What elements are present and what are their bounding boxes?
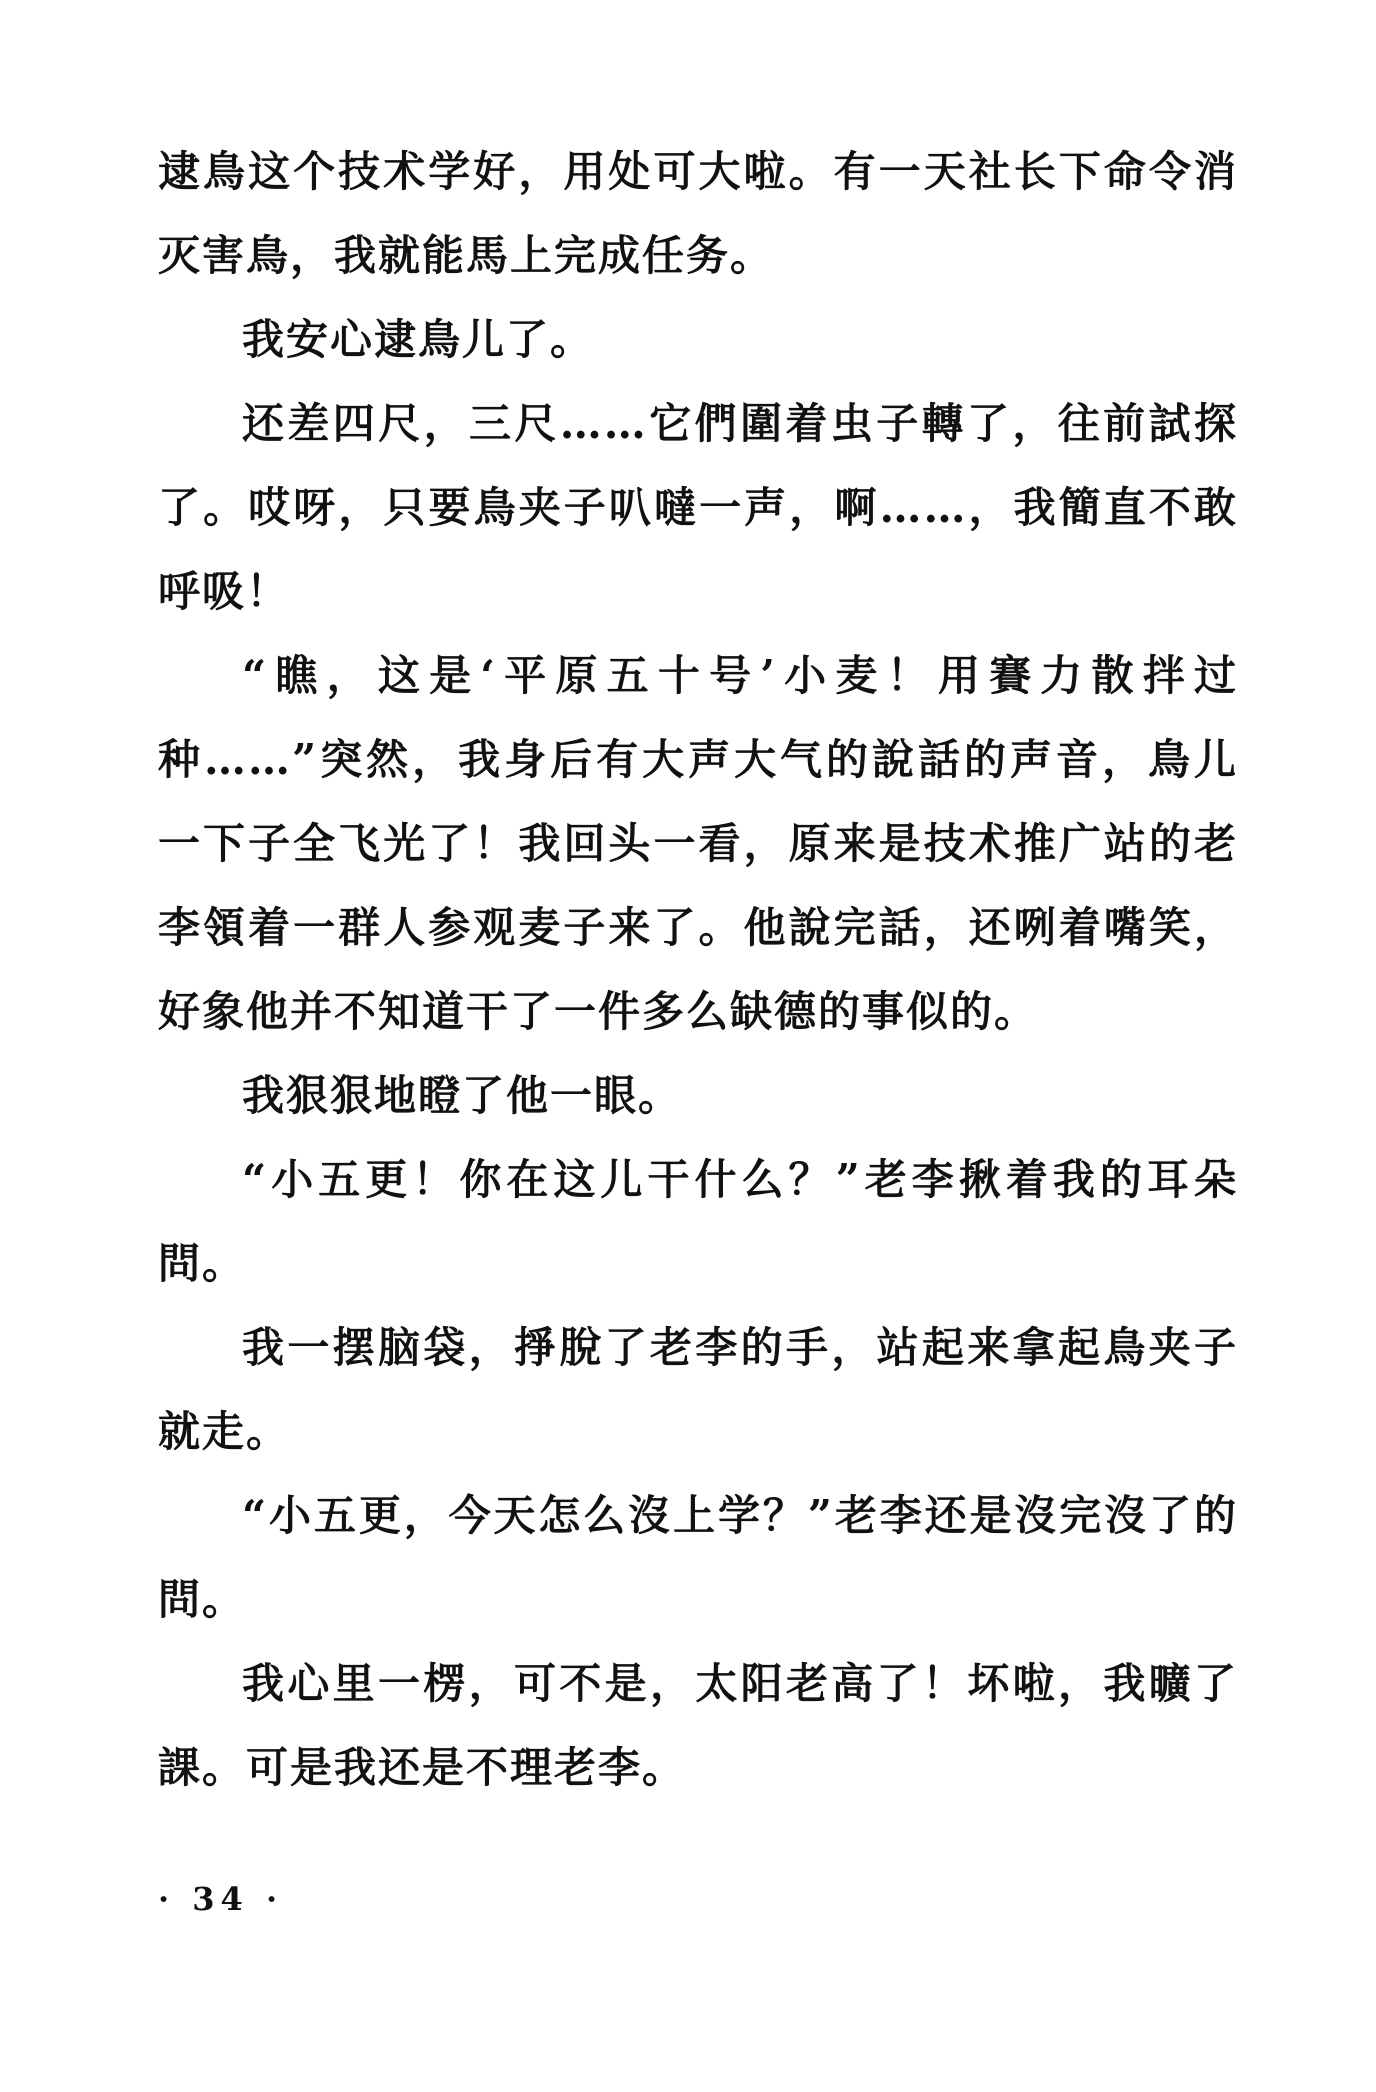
- paragraph: 我狠狠地瞪了他一眼。: [242, 1071, 683, 1120]
- paragraph: “小五更！你在这儿干什么？”老李揪着我的耳朵問。: [158, 1155, 1238, 1288]
- paragraph: 我心里一楞，可不是，太阳老高了！坏啦，我曠了課。可是我还是不理老李。: [158, 1659, 1238, 1792]
- page-number: · 34 ·: [158, 1880, 284, 1918]
- paragraph: “小五更，今天怎么沒上学？”老李还是沒完沒了的問。: [158, 1491, 1238, 1624]
- body-text: [158, 130, 1238, 1810]
- paragraph: 我安心逮鳥儿了。: [242, 315, 595, 364]
- paragraph: 逮鳥这个技术学好，用处可大啦。有一天社长下命令消灭害鳥，我就能馬上完成任务。: [158, 147, 1238, 280]
- paragraph: “瞧，这是‘平原五十号’小麦！用賽力散拌过种……”突然，我身后有大声大气的說話的声音，鳥儿一下子全飞光了！我回头一看，原来是技术推广站的老李領着一群人参观麦子来了。他說完話，还咧着嘴笑，好象他并不知道干了一件多么缺德的事似的。: [158, 651, 1238, 1036]
- paragraph: 还差四尺，三尺……它們圍着虫子轉了，往前試探了。哎呀，只要鳥夹子叭噠一声，啊……，我簡直不敢呼吸！: [158, 399, 1238, 616]
- paragraph: 我一摆脑袋，掙脫了老李的手，站起来拿起鳥夹子就走。: [158, 1323, 1238, 1456]
